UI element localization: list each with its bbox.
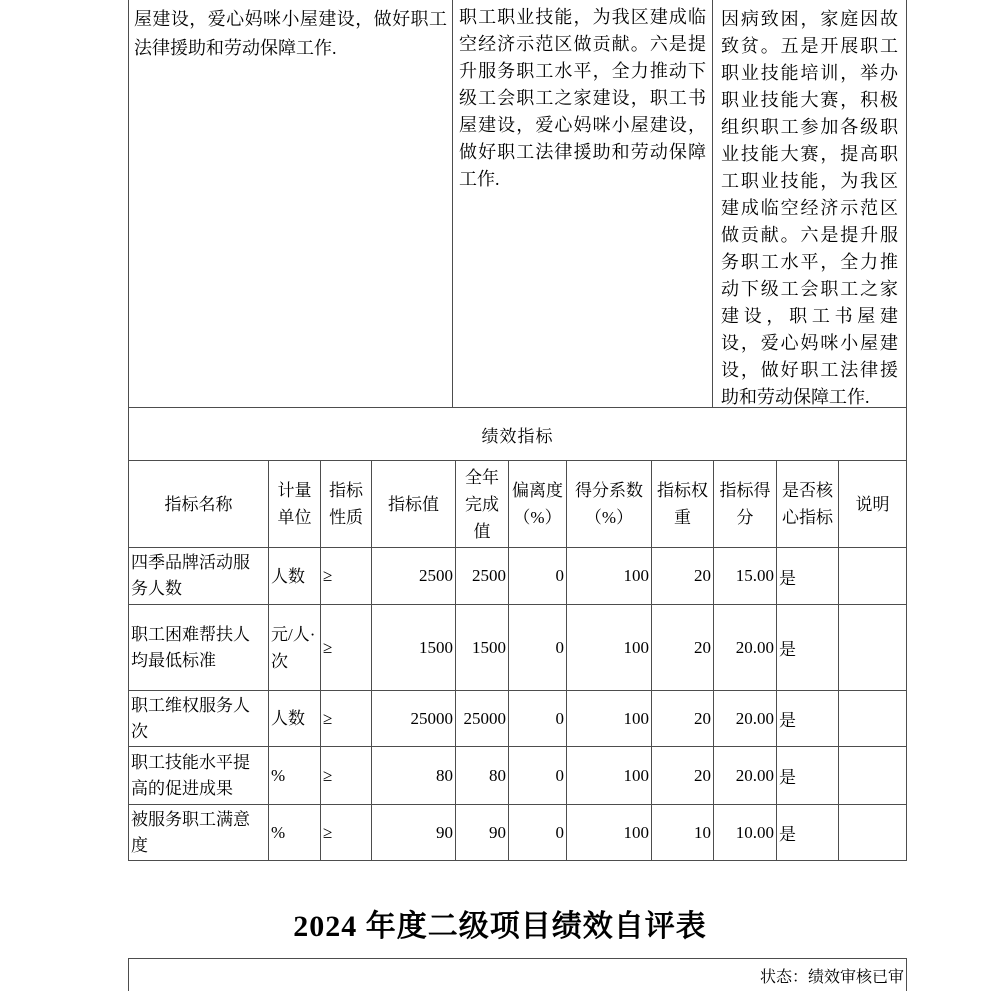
cell-core: 是 (777, 605, 839, 691)
cell-note (839, 548, 907, 605)
narrative-cell-3: 因病致困，家庭因故致贫。五是开展职工职业技能培训，举办职业技能大赛，积极组织职工参加各级职业技能大赛，提高职工职业技能，为我区建成临空经济示范区做贡献。六是提升服务职工水平，全力推动下级工会职工之家建设，职工书屋建设，爱心妈咪小屋建设，做好职工法律援助和劳动保障工作. (712, 0, 907, 408)
cell-unit: 人数 (269, 548, 321, 605)
table-row (129, 548, 907, 605)
cell-note (839, 605, 907, 691)
cell-weight: 20 (652, 691, 714, 747)
table-row (129, 747, 907, 805)
cell-unit: 元/人·次 (269, 605, 321, 691)
cell-coefficient: 100 (567, 805, 652, 861)
cell-annual: 80 (456, 747, 509, 805)
cell-deviation: 0 (509, 691, 567, 747)
cell-deviation: 0 (509, 747, 567, 805)
column-header-annual: 全年完成值 (456, 461, 509, 548)
cell-score: 20.00 (714, 691, 777, 747)
table-row (129, 605, 907, 691)
column-header-nature: 指标性质 (321, 461, 372, 548)
cell-annual: 90 (456, 805, 509, 861)
status-bar (128, 958, 907, 991)
cell-name: 被服务职工满意度 (129, 805, 269, 861)
cell-core: 是 (777, 747, 839, 805)
cell-core: 是 (777, 548, 839, 605)
cell-deviation: 0 (509, 805, 567, 861)
cell-target: 80 (372, 747, 456, 805)
cell-annual: 2500 (456, 548, 509, 605)
cell-coefficient: 100 (567, 548, 652, 605)
cell-target: 1500 (372, 605, 456, 691)
cell-note (839, 747, 907, 805)
column-header-target: 指标值 (372, 461, 456, 548)
cell-coefficient: 100 (567, 747, 652, 805)
cell-core: 是 (777, 691, 839, 747)
cell-annual: 1500 (456, 605, 509, 691)
column-header-deviation: 偏离度（%） (509, 461, 567, 548)
cell-weight: 20 (652, 747, 714, 805)
cell-nature: ≥ (321, 548, 372, 605)
cell-name: 职工维权服务人次 (129, 691, 269, 747)
cell-note (839, 691, 907, 747)
cell-coefficient: 100 (567, 691, 652, 747)
cell-unit: % (269, 747, 321, 805)
narrative-cell-2: 职工职业技能，为我区建成临空经济示范区做贡献。六是提升服务职工水平，全力推动下级工会职工之家建设，职工书屋建设，爱心妈咪小屋建设，做好职工法律援助和劳动保障工作. (452, 0, 712, 408)
cell-coefficient: 100 (567, 605, 652, 691)
cell-target: 90 (372, 805, 456, 861)
cell-name: 四季品牌活动服务人数 (129, 548, 269, 605)
cell-score: 20.00 (714, 605, 777, 691)
narrative-table-continuation (128, 0, 907, 408)
cell-deviation: 0 (509, 605, 567, 691)
table-header-row (129, 461, 907, 548)
cell-weight: 20 (652, 548, 714, 605)
cell-unit: 人数 (269, 691, 321, 747)
cell-name: 职工技能水平提高的促进成果 (129, 747, 269, 805)
cell-deviation: 0 (509, 548, 567, 605)
cell-target: 25000 (372, 691, 456, 747)
cell-score: 15.00 (714, 548, 777, 605)
table-row (129, 805, 907, 861)
cell-target: 2500 (372, 548, 456, 605)
column-header-unit: 计量单位 (269, 461, 321, 548)
cell-nature: ≥ (321, 605, 372, 691)
cell-nature: ≥ (321, 747, 372, 805)
column-header-name: 指标名称 (129, 461, 269, 548)
page-title: 2024 年度二级项目绩效自评表 (293, 910, 707, 943)
column-header-coefficient: 得分系数（%） (567, 461, 652, 548)
cell-score: 20.00 (714, 747, 777, 805)
cell-core: 是 (777, 805, 839, 861)
column-header-core: 是否核心指标 (777, 461, 839, 548)
cell-nature: ≥ (321, 805, 372, 861)
table-row (129, 691, 907, 747)
cell-nature: ≥ (321, 691, 372, 747)
cell-weight: 20 (652, 605, 714, 691)
performance-indicator-table (128, 460, 907, 861)
column-header-note: 说明 (839, 461, 907, 548)
cell-score: 10.00 (714, 805, 777, 861)
status-label: 状态：绩效审核已审 (759, 969, 904, 986)
cell-unit: % (269, 805, 321, 861)
section-header-label: 绩效指标 (481, 426, 554, 446)
cell-note (839, 805, 907, 861)
cell-weight: 10 (652, 805, 714, 861)
column-header-score: 指标得分 (714, 461, 777, 548)
cell-annual: 25000 (456, 691, 509, 747)
cell-name: 职工困难帮扶人均最低标准 (129, 605, 269, 691)
column-header-weight: 指标权重 (652, 461, 714, 548)
section-header-row (128, 407, 907, 460)
narrative-cell-1: 屋建设，爱心妈咪小屋建设，做好职工法律援助和劳动保障工作. (128, 0, 452, 408)
